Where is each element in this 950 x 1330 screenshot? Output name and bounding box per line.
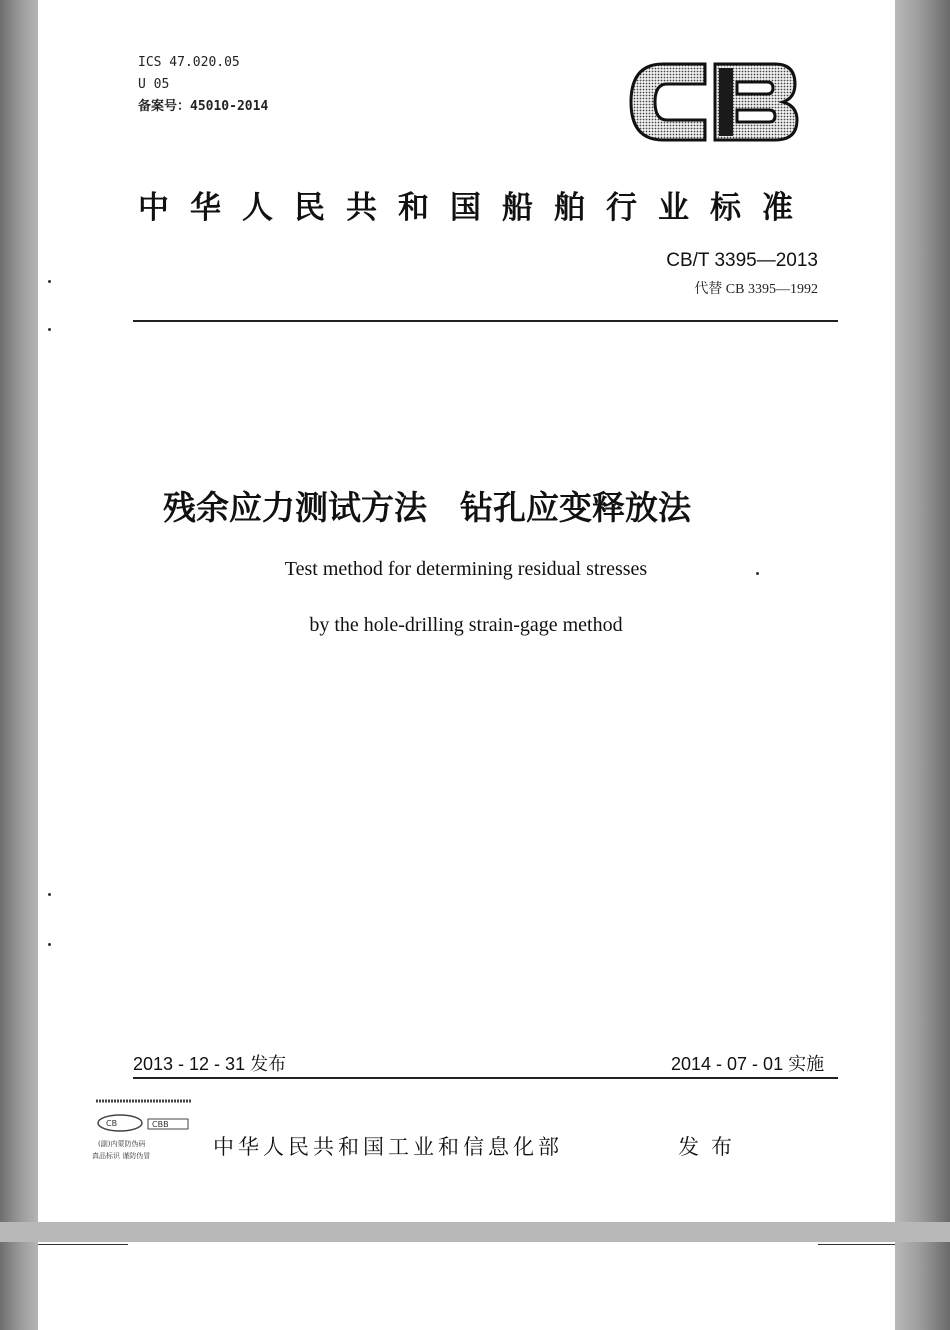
record-number: 备案号：45010-2014 — [138, 99, 269, 114]
effective-date: 2014 - 07 - 01 实施 — [671, 1054, 825, 1074]
industry-standard-title: 中华人民共和国船舶行业标准 — [138, 190, 814, 226]
document-page — [38, 0, 895, 1222]
ics-code: ICS 47.020.05 — [138, 55, 240, 70]
viewer-right-margin — [895, 0, 950, 1330]
header-divider — [133, 320, 838, 322]
title-chinese: 残余应力测试方法 钻孔应变释放法 — [163, 488, 691, 527]
scan-speck — [48, 280, 51, 283]
stamp-line-1: (副)内蒙防伪码 — [98, 1140, 146, 1148]
issue-label: 发布 — [678, 1135, 744, 1159]
anti-counterfeit-stamp — [92, 1095, 204, 1167]
svg-text:CB: CB — [106, 1119, 118, 1128]
replaces-standard: 代替 CB 3395—1992 — [694, 282, 818, 297]
issuing-ministry: 中华人民共和国工业和信息化部 — [213, 1135, 563, 1159]
class-code: U 05 — [138, 77, 170, 92]
stamp-line-2: 真品标识 谨防伪冒 — [92, 1152, 151, 1160]
cb-logo — [627, 58, 799, 146]
footer-divider — [133, 1077, 838, 1079]
svg-text:CBB: CBB — [152, 1120, 169, 1129]
stamp-graphic-icon — [92, 1095, 204, 1143]
scan-speck — [48, 893, 51, 896]
scan-speck — [48, 943, 51, 946]
scan-speck — [48, 328, 51, 331]
scan-mark — [38, 1244, 128, 1245]
title-english-line2: by the hole-drilling strain-gage method — [309, 614, 623, 636]
scan-mark — [818, 1244, 895, 1245]
issue-date: 2013 - 12 - 31 发布 — [133, 1054, 287, 1074]
page-separator — [0, 1222, 950, 1242]
next-page — [38, 1242, 895, 1330]
title-english-line1: Test method for determining residual stresses — [284, 558, 648, 580]
scan-speck — [756, 572, 759, 575]
standard-number: CB/T 3395—2013 — [666, 250, 818, 271]
